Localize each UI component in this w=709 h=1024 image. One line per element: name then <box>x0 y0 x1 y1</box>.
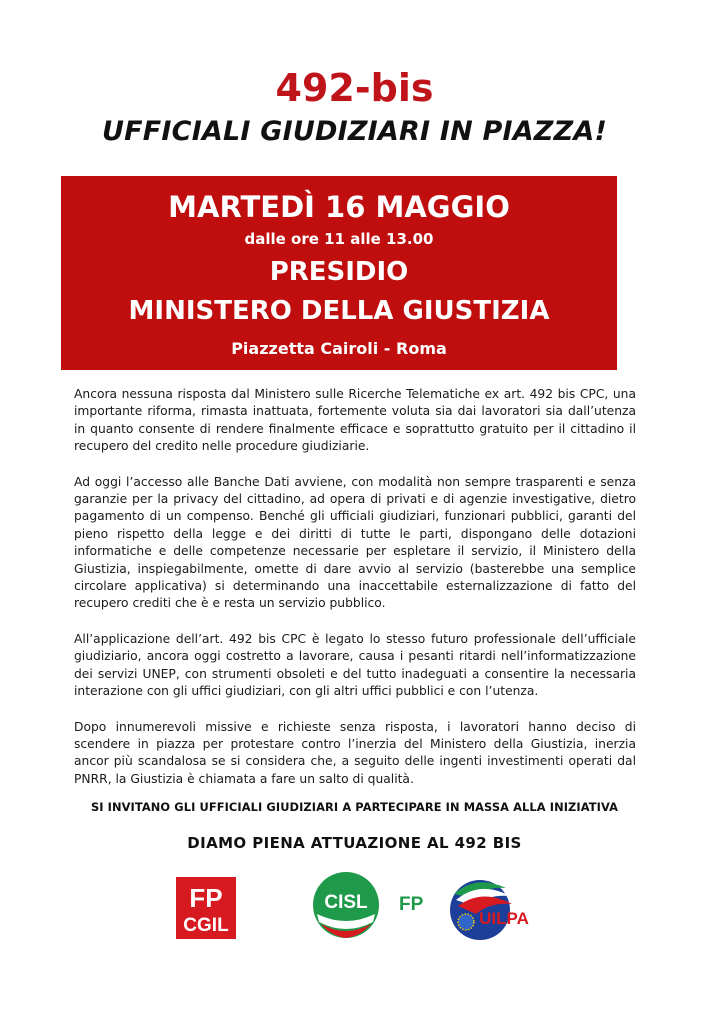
slogan-text: DIAMO PIENA ATTUAZIONE AL 492 BIS <box>187 834 522 852</box>
event-banner <box>61 176 617 370</box>
uilpa-logo-name: UILPA <box>479 909 529 928</box>
cisl-logo-suffix: FP <box>399 894 424 915</box>
fp-cgil-logo-line1: FP <box>189 883 223 913</box>
page-subtitle: UFFICIALI GIUDIZIARI IN PIAZZA! <box>102 116 607 147</box>
event-place: Piazzetta Cairoli - Roma <box>231 339 447 358</box>
cisl-fp-logo-icon <box>311 870 443 940</box>
paragraph: Dopo innumerevoli missive e richieste senza risposta, i lavoratori hanno deciso di scendere in piazza per protestare contro l’inerzia del Ministero della Giustizia, inerzia ancor più scandalosa se si considera che, a seguito delle ingenti investimenti operati dal PNRR, la Giustizia è chiamata a fare un salto di qualità. <box>74 719 636 786</box>
event-date: MARTEDÌ 16 MAGGIO <box>168 190 510 224</box>
event-type: PRESIDIO <box>269 257 409 287</box>
paragraph: All’applicazione dell’art. 492 bis CPC è legato lo stesso futuro professionale dell’ufficiale giudiziario, ancora oggi costretto a lavorare, causa i pesanti ritardi nell’informatizzazione dei servizi UNEP, con strumenti obsoleti e del tutto inadeguati a consentire la necessaria interazione con gli uffici giudiziari, con gli altri uffici pubblici e con l’utenza. <box>74 631 636 699</box>
paragraph: Ancora nessuna risposta dal Ministero sulle Ricerche Telematiche ex art. 492 bis CPC, una importante riforma, rimasta inattuata, fortemente voluta sia dai lavoratori sia dall’utenza in quanto consente di rendere finalmente efficace e soprattutto gratuito per il cittadino il recupero del credito nelle procedure giudiziarie. <box>74 387 636 454</box>
page-title: 492-bis <box>275 66 434 110</box>
cisl-logo-name: CISL <box>324 892 368 913</box>
event-time: dalle ore 11 alle 13.00 <box>244 230 434 248</box>
fp-cgil-logo-line2: CGIL <box>183 915 229 936</box>
paragraph: Ad oggi l’accesso alle Banche Dati avviene, con modalità non sempre trasparenti e senza garanzie per la privacy del cittadino, ad opera di privati e di agenzie investigative, dietro pagamento di un compenso. Benché gli ufficiali giudiziari, funzionari pubblici, garanti del pieno rispetto della legge e dei diritti di tutte le parti, dispongano delle dotazioni informatiche e delle competenze necessarie per espletare il servizio, il Ministero della Giustizia, inspiegabilmente, omette di dare avvio al servizio (basterebbe una semplice circolare applicativa) si determinando una inaccettabile esternalizzazione di fatto del recupero crediti che è e resta un servizio pubblico. <box>74 474 636 611</box>
fp-cgil-logo-icon <box>176 877 236 939</box>
body-text <box>74 386 636 806</box>
event-location: MINISTERO DELLA GIUSTIZIA <box>128 296 550 326</box>
invite-text: SI INVITANO GLI UFFICIALI GIUDIZIARI A PARTECIPARE IN MASSA ALLA INIZIATIVA <box>90 800 619 814</box>
uilpa-logo-icon <box>446 872 542 944</box>
